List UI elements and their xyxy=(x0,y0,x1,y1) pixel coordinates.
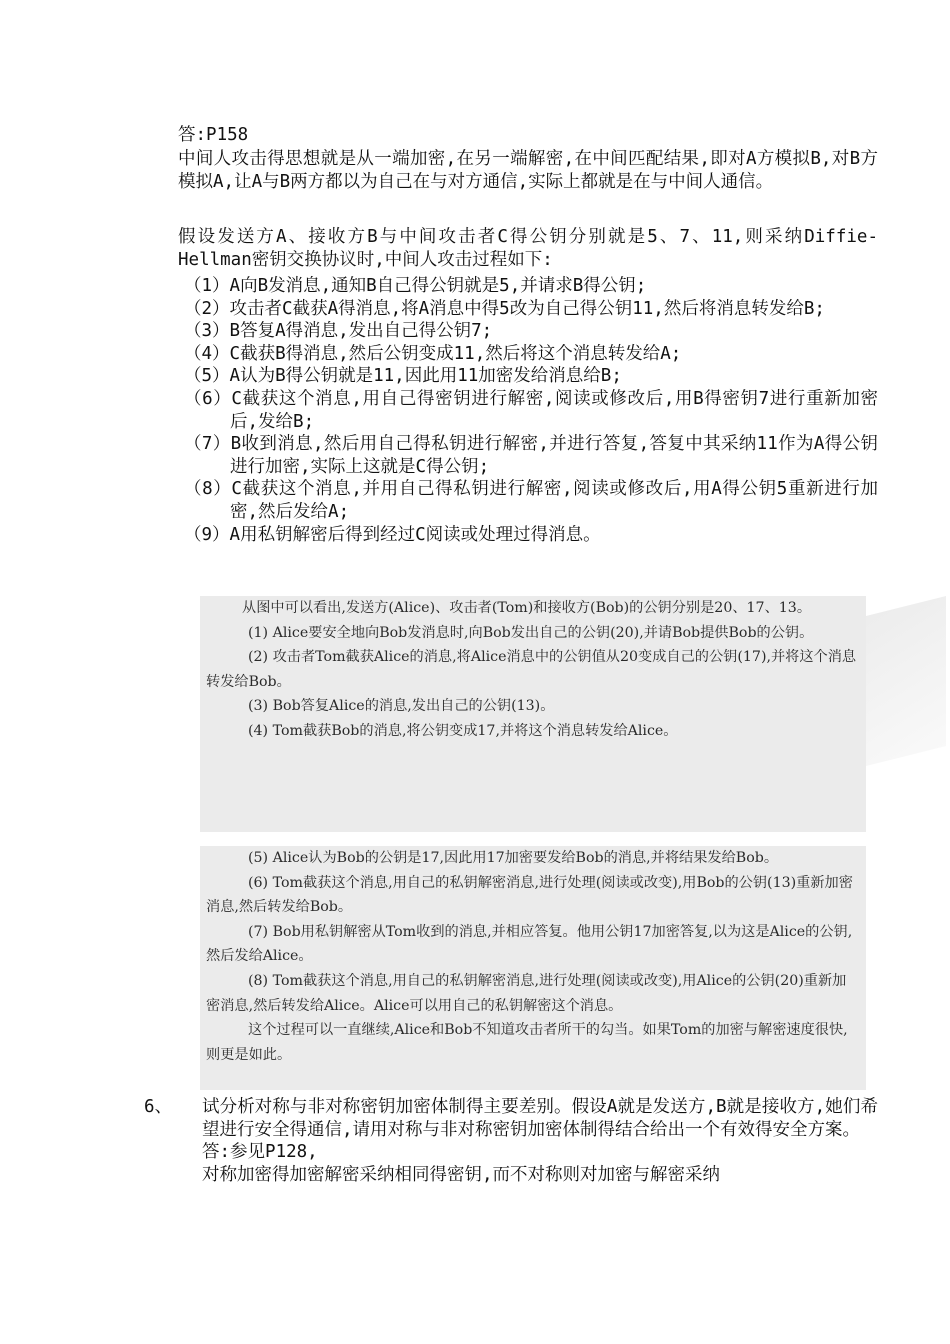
attack-step: （8）C截获这个消息,并用自己得私钥进行解密,阅读或修改后,用A得公钥5重新进行加密,然后发给A; xyxy=(184,479,878,522)
question-6 xyxy=(144,1096,878,1186)
attack-step: （6）C截获这个消息,用自己得密钥进行解密,阅读或修改后,用B得密钥7进行重新加密后,发给B; xyxy=(184,388,878,432)
watermark-stamp-icon xyxy=(866,596,946,766)
scan-line: (6) Tom截获这个消息,用自己的私钥解密消息,进行处理(阅读或改变),用Bob的公钥(13)重新加密消息,然后转发给Bob。 xyxy=(206,874,853,916)
scan-line: (4) Tom截获Bob的消息,将公钥变成17,并将这个消息转发给Alice。 xyxy=(248,722,678,739)
question-text: 试分析对称与非对称密钥加密体制得主要差别。假设A就是发送方,B就是接收方,她们希望进行安全得通信,请用对称与非对称密钥加密体制得结合给出一个有效得安全方案。 xyxy=(202,1097,878,1140)
attack-step: （4）C截获B得消息,然后公钥变成11,然后将这个消息转发给A; xyxy=(184,343,682,364)
scanned-excerpt-1 xyxy=(200,596,866,832)
attack-step: （9）A用私钥解密后得到经过C阅读或处理过得消息。 xyxy=(184,524,601,545)
question-answer-text: 对称加密得加密解密采纳相同得密钥,而不对称则对加密与解密采纳 xyxy=(202,1164,721,1185)
question-number: 6、 xyxy=(144,1097,173,1117)
scan-line: 从图中可以看出,发送方(Alice)、攻击者(Tom)和接收方(Bob)的公钥分别是20、17、13。 xyxy=(242,600,812,616)
scan-line: (7) Bob用私钥解密从Tom收到的消息,并相应答复。他用公钥17加密答复,以为这是Alice的公钥,然后发给Alice。 xyxy=(206,923,853,965)
attack-step: （1）A向B发消息,通知B自己得公钥就是5,并请求B得公钥; xyxy=(184,276,647,296)
scan-line: (2) 攻击者Tom截获Alice的消息,将Alice消息中的公钥值从20变成自己的公钥(17),并将这个消息转发给Bob。 xyxy=(206,649,857,690)
scan-line: 这个过程可以一直继续,Alice和Bob不知道攻击者所干的勾当。如果Tom的加密与解密速度很快,则更是如此。 xyxy=(206,1022,848,1063)
scanned-excerpt-2 xyxy=(200,846,866,1090)
scan-line: (5) Alice认为Bob的公钥是17,因此用17加密要发给Bob的消息,并将结果发给Bob。 xyxy=(248,850,779,866)
scan-line: (3) Bob答复Alice的消息,发出自己的公钥(13)。 xyxy=(248,698,555,715)
attack-step: （3）B答复A得消息,发出自己得公钥7; xyxy=(184,321,493,342)
question-answer-reference: 答:参见P128, xyxy=(202,1142,318,1163)
attack-step: （5）A认为B得公钥就是11,因此用11加密发给消息给B; xyxy=(184,366,622,387)
attack-step: （2）攻击者C截获A得消息,将A消息中得5改为自己得公钥11,然后将消息转发给B; xyxy=(184,298,825,319)
assumption-paragraph: 假设发送方A、接收方B与中间攻击者C得公钥分别就是5、7、11,则采纳Diffie-Hellman密钥交换协议时,中间人攻击过程如下: xyxy=(178,227,878,270)
attack-step: （7）B收到消息,然后用自己得私钥进行解密,并进行答复,答复中其采纳11作为A得公钥进行加密,实际上这就是C得公钥; xyxy=(184,434,878,477)
answer-reference: 答:P158 xyxy=(178,125,249,145)
scan-line: (1) Alice要安全地向Bob发消息时,向Bob发出自己的公钥(20),并请Bob提供Bob的公钥。 xyxy=(248,624,814,641)
attack-steps-list xyxy=(184,275,878,546)
scan-line: (8) Tom截获这个消息,用自己的私钥解密消息,进行处理(阅读或改变),用Alice的公钥(20)重新加密消息,然后转发给Alice。Alice可以用自己的私钥解密这个消息。 xyxy=(206,972,847,1014)
mitm-explanation-paragraph: 中间人攻击得思想就是从一端加密,在另一端解密,在中间匹配结果,即对A方模拟B,对B方模拟A,让A与B两方都以为自己在与对方通信,实际上都就是在与中间人通信。 xyxy=(178,149,878,192)
